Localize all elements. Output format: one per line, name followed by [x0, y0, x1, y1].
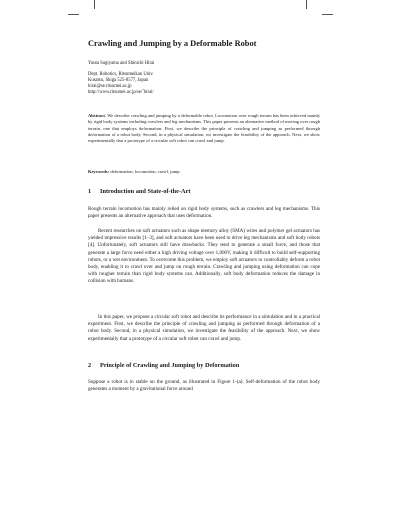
keywords — [88, 169, 180, 174]
keywords-label: Keywords: — [88, 169, 110, 174]
affiliation-url: http://www.ritsumei.ac.jp/se/˜hirai/ — [88, 90, 154, 95]
crop-mark — [306, 0, 307, 9]
affiliation-email: hirai@se.ritsumei.ac.jp — [88, 84, 132, 89]
paper-authors: Yuuta Sugiyama and Shinichi Hirai — [88, 61, 155, 66]
crop-mark — [68, 14, 79, 15]
paragraph: Recent researches on soft actuators such as shape memory alloy (SMA) wires and polymer gel actuators has yielded impressive results [1–3], and soft actuators have been used to drive leg mechanisms and soft body robots [4]. Unfortunately, soft actuators still have drawbacks. They tend to generate a small force, and those that generate a large force need either a high driving voltage over 1,000V, making it difficult to build self-supporting robots, or a wet environment. To overcome this problem, we employ soft actuators to controllably deform a robot body, enabling it to crawl over and jump on rough terrain. Crawling and jumping using deformation can cope with rougher terrain than rigid body systems can. Additionally, soft body deformation reduces the damage in collision with humans. — [88, 228, 320, 285]
section-number: 1 — [88, 188, 92, 195]
crop-mark — [94, 0, 95, 9]
section-heading-2 — [88, 362, 239, 369]
section-title: Introduction and State-of-the-Art — [100, 188, 191, 195]
paragraph: Suppose a robot is in stable on the ground, as illustrated in Figure 1-(a). Self-deformation of the robot body generates a moment by a gravitational force around — [88, 379, 320, 393]
affiliation-block — [88, 72, 154, 96]
abstract-label: Abstract. — [88, 113, 107, 118]
section-heading-1 — [88, 188, 190, 195]
paper-title: Crawling and Jumping by a Deformable Robot — [88, 39, 257, 48]
paragraph: In this paper, we propose a circular soft robot and describe its performance in a simulation and in a practical experiment. First, we describe the principle of crawling and jumping as performed through deformation of a robot body. Second, in a physical simulation, we investigate the feasibility of the approach. Next, we show experimentally that a prototype of a circular soft robot can crawl and jump. — [88, 314, 320, 342]
abstract-text: We describe crawling and jumping by a deformable robot. Locomotion over rough terrain has been achieved mainly by rigid body systems including crawlers and leg mechanisms. This paper presents an alternative method of moving over rough terrain, one that employs deformation. First, we describe the principle of crawling and jumping as performed through deformation of a robot body. Second, in a physical simulation, we investigate the feasibility of the approach. Next, we show experimentally that a prototype of a circular soft robot can crawl and jump. — [88, 113, 321, 143]
section-title: Principle of Crawling and Jumping by Deformation — [100, 362, 240, 369]
keywords-text: deformation, locomotion, crawl, jump — [110, 169, 180, 174]
section-number: 2 — [88, 362, 92, 369]
abstract — [88, 113, 320, 144]
affiliation-address: Kusatsu, Shiga 525-8577, Japan — [88, 78, 149, 83]
crop-mark — [322, 14, 333, 15]
affiliation-dept: Dept. Robotics, Ritsumeikan Univ. — [88, 72, 154, 77]
paragraph: Rough terrain locomotion has mainly relied on rigid body systems, such as crawlers and leg mechanisms. This paper presents an alternative approach that uses deformation. — [88, 206, 320, 220]
